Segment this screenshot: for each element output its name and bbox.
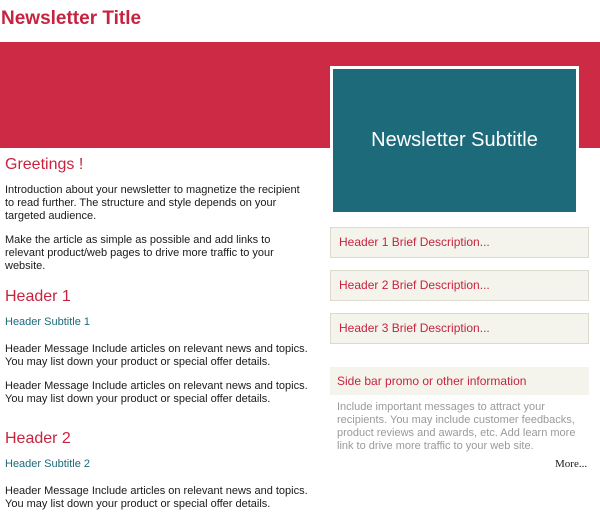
- sidebar-link-label: Header 2 Brief Description...: [339, 278, 490, 292]
- sidebar-link-header-1[interactable]: [330, 227, 589, 258]
- header-1-paragraph-2: Header Message Include articles on relevant news and topics. You may list down your product or special offer details.: [5, 380, 308, 405]
- intro-paragraph-2: Make the article as simple as possible and add links to relevant product/web pages to drive more traffic to your website.: [5, 234, 274, 272]
- header-1-subtitle: Header Subtitle 1: [5, 316, 90, 328]
- more-link[interactable]: More...: [555, 458, 588, 470]
- main-content: [5, 152, 310, 522]
- header-2-title: Header 2: [5, 430, 71, 447]
- sidebar-link-header-2[interactable]: [330, 270, 589, 301]
- header-2-subtitle: Header Subtitle 2: [5, 458, 90, 470]
- newsletter-title: Newsletter Title: [1, 8, 142, 29]
- subtitle-box: [330, 66, 579, 215]
- header-1-title: Header 1: [5, 288, 71, 305]
- header-2-paragraph-1: Header Message Include articles on relevant news and topics. You may list down your product or special offer details.: [5, 485, 308, 510]
- sidebar-link-header-3[interactable]: [330, 313, 589, 344]
- sidebar-link-label: Header 1 Brief Description...: [339, 235, 490, 249]
- newsletter-subtitle: Newsletter Subtitle: [371, 129, 538, 151]
- promo-heading-text: Side bar promo or other information: [337, 374, 527, 388]
- greeting-heading: Greetings !: [5, 156, 84, 173]
- intro-paragraph-1: Introduction about your newsletter to magnetize the recipient to read further. The structure and style depends on your targeted audience.: [5, 184, 300, 222]
- sidebar-promo-heading: [330, 367, 589, 395]
- header-1-paragraph-1: Header Message Include articles on relevant news and topics. You may list down your product or special offer details.: [5, 343, 308, 368]
- sidebar-link-label: Header 3 Brief Description...: [339, 321, 490, 335]
- sidebar-promo-body: Include important messages to attract your recipients. You may include customer feedbacks, product reviews and awards, etc. Add learn more link to drive more traffic to your web site.: [337, 401, 576, 452]
